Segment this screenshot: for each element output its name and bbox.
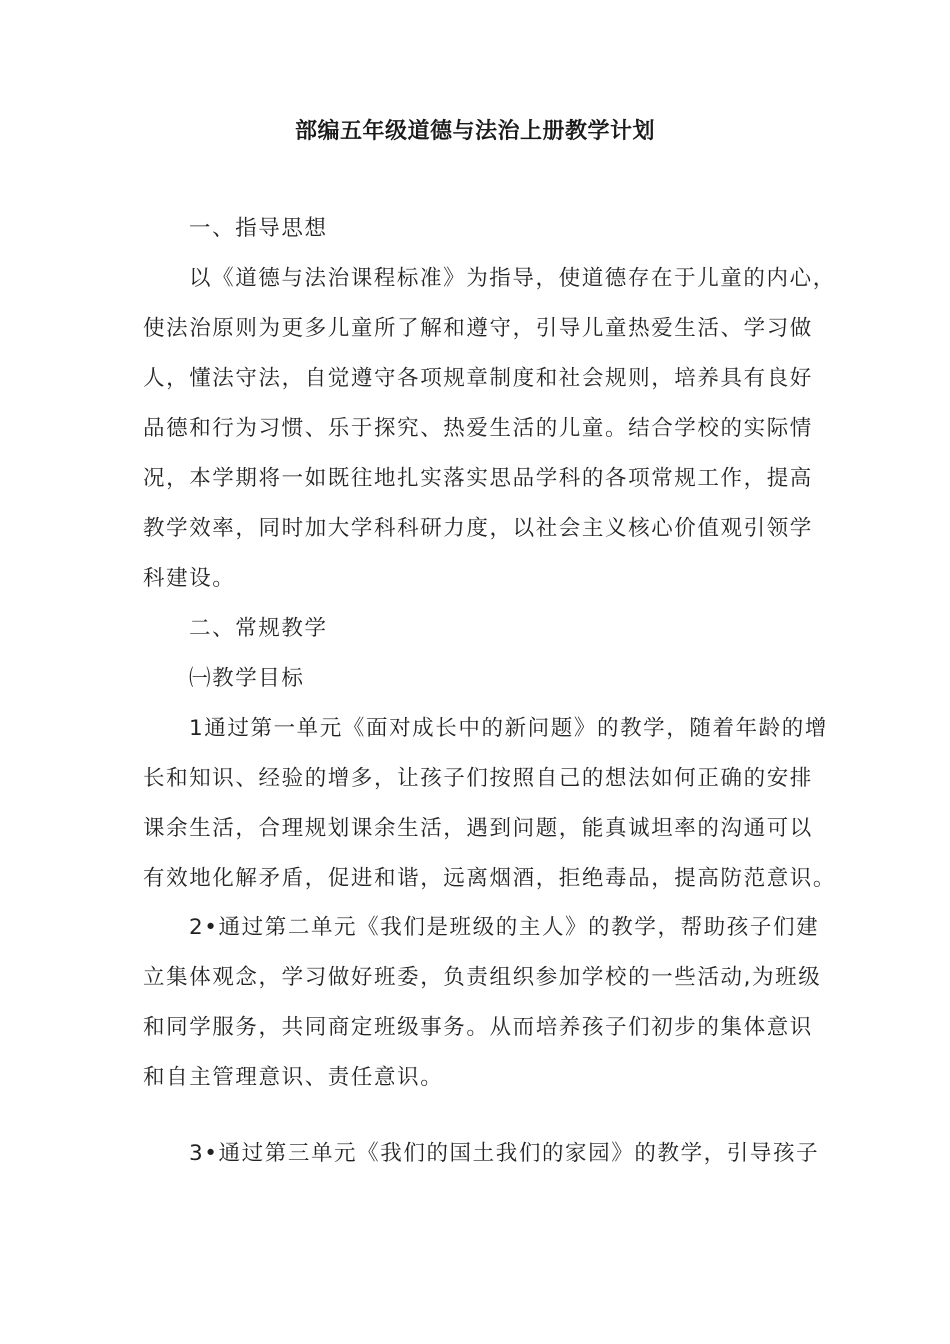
paragraph-line: 人，懂法守法，自觉遵守各项规章制度和社会规则，培养具有良好	[143, 366, 813, 391]
section-heading-routine-teaching: 二、常规教学	[189, 616, 328, 641]
section-heading-guiding-ideology: 一、指导思想	[189, 216, 328, 241]
paragraph-line: 品德和行为习惯、乐于探究、热爱生活的儿童。结合学校的实际情	[143, 416, 813, 441]
paragraph-line: 以《道德与法治课程标准》为指导，使道德存在于儿童的内心，	[189, 266, 836, 291]
paragraph-line: 教学效率，同时加大学科科研力度，以社会主义核心价值观引领学	[143, 516, 813, 541]
paragraph-line: 况，本学期将一如既往地扎实落实思品学科的各项常规工作，提高	[143, 466, 813, 491]
paragraph-line: 2•通过第二单元《我们是班级的主人》的教学，帮助孩子们建	[189, 915, 820, 940]
paragraph-line: 3•通过第三单元《我们的国土我们的家园》的教学，引导孩子	[189, 1141, 820, 1166]
paragraph-line: 和同学服务，共同商定班级事务。从而培养孩子们初步的集体意识	[143, 1015, 813, 1040]
paragraph-line: 立集体观念，学习做好班委，负责组织参加学校的一些活动,为班级	[143, 965, 822, 990]
paragraph-line: 科建设。	[143, 566, 236, 591]
paragraph-line: 使法治原则为更多儿童所了解和遵守，引导儿童热爱生活、学习做	[143, 316, 813, 341]
paragraph-line: 长和知识、经验的增多，让孩子们按照自己的想法如何正确的安排	[143, 766, 813, 791]
paragraph-line: 课余生活，合理规划课余生活，遇到问题，能真诚坦率的沟通可以	[143, 816, 813, 841]
paragraph-line: 和自主管理意识、责任意识。	[143, 1065, 444, 1090]
document-title: 部编五年级道德与法治上册教学计划	[294, 119, 655, 144]
paragraph-line: 有效地化解矛盾，促进和谐，远离烟酒，拒绝毒品，提高防范意识。	[143, 866, 837, 891]
subsection-heading-teaching-goals: ㈠教学目标	[189, 666, 305, 691]
paragraph-line: 1通过第一单元《面对成长中的新问题》的教学，随着年龄的增	[189, 716, 828, 741]
